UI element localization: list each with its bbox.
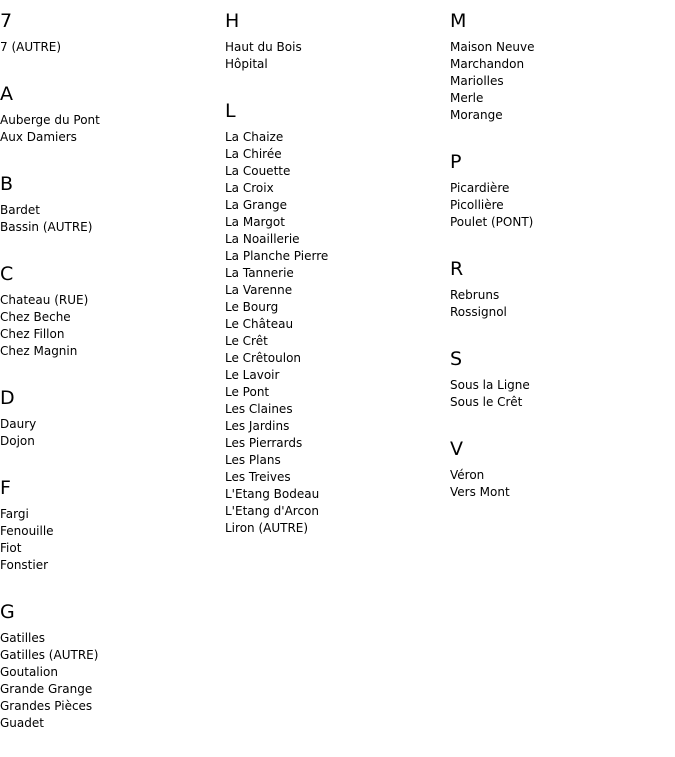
- place-link[interactable]: Chez Magnin: [0, 344, 78, 358]
- place-link[interactable]: Gatilles (AUTRE): [0, 648, 99, 662]
- place-list: [0, 630, 220, 732]
- place-list: [450, 39, 670, 124]
- place-link[interactable]: 7 (AUTRE): [0, 40, 62, 54]
- place-link[interactable]: Rossignol: [450, 305, 507, 319]
- place-link[interactable]: Chez Beche: [0, 310, 71, 324]
- place-link[interactable]: La Tannerie: [225, 266, 294, 280]
- letter-heading: G: [0, 601, 15, 623]
- place-list: [225, 129, 445, 537]
- place-link[interactable]: L'Etang d'Arcon: [225, 504, 320, 518]
- place-link[interactable]: Auberge du Pont: [0, 113, 100, 127]
- place-link[interactable]: Vers Mont: [450, 485, 510, 499]
- place-link[interactable]: La Margot: [225, 215, 285, 229]
- place-link[interactable]: L'Etang Bodeau: [225, 487, 320, 501]
- letter-group: [0, 261, 220, 360]
- place-link[interactable]: Le Château: [225, 317, 294, 331]
- place-link[interactable]: Les Plans: [225, 453, 281, 467]
- place-link[interactable]: Aux Damiers: [0, 130, 77, 144]
- letter-group: [450, 149, 670, 231]
- place-list: [0, 506, 220, 574]
- index-column-2: [225, 8, 445, 562]
- place-link[interactable]: Goutalion: [0, 665, 58, 679]
- place-link[interactable]: Fargi: [0, 507, 29, 521]
- place-link[interactable]: Fiot: [0, 541, 22, 555]
- place-link[interactable]: Sous le Crêt: [450, 395, 523, 409]
- place-link[interactable]: La Couette: [225, 164, 291, 178]
- letter-group: [450, 436, 670, 501]
- place-link[interactable]: Le Pont: [225, 385, 270, 399]
- place-link[interactable]: Sous la Ligne: [450, 378, 530, 392]
- letter-heading: A: [0, 83, 13, 105]
- letter-group: [0, 171, 220, 236]
- place-list: [450, 467, 670, 501]
- place-link[interactable]: Dojon: [0, 434, 35, 448]
- place-link[interactable]: Chateau (RUE): [0, 293, 89, 307]
- place-link[interactable]: Fonstier: [0, 558, 49, 572]
- place-list: [450, 180, 670, 231]
- letter-heading: H: [225, 10, 240, 32]
- letter-heading: M: [450, 10, 467, 32]
- letter-group: [0, 81, 220, 146]
- index-column-1: [0, 8, 220, 757]
- place-list: [0, 202, 220, 236]
- place-list: [0, 112, 220, 146]
- place-link[interactable]: Grandes Pièces: [0, 699, 93, 713]
- place-link[interactable]: Morange: [450, 108, 503, 122]
- place-link[interactable]: Le Crêt: [225, 334, 268, 348]
- letter-heading: D: [0, 387, 15, 409]
- place-link[interactable]: Fenouille: [0, 524, 54, 538]
- place-list: [0, 416, 220, 450]
- letter-group: [0, 385, 220, 450]
- place-link[interactable]: Les Claines: [225, 402, 293, 416]
- place-link[interactable]: Les Treives: [225, 470, 291, 484]
- place-link[interactable]: Le Crêtoulon: [225, 351, 302, 365]
- place-list: [225, 39, 445, 73]
- place-link[interactable]: Mariolles: [450, 74, 504, 88]
- letter-heading: P: [450, 151, 462, 173]
- letter-group: [225, 98, 445, 537]
- place-link[interactable]: La Chirée: [225, 147, 282, 161]
- place-link[interactable]: La Planche Pierre: [225, 249, 329, 263]
- place-link[interactable]: Chez Fillon: [0, 327, 65, 341]
- letter-heading: S: [450, 348, 463, 370]
- place-link[interactable]: La Varenne: [225, 283, 293, 297]
- place-list: [0, 292, 220, 360]
- letter-heading: 7: [0, 10, 13, 32]
- place-link[interactable]: Les Pierrards: [225, 436, 303, 450]
- letter-heading: R: [450, 258, 464, 280]
- place-list: [450, 377, 670, 411]
- place-list: [450, 287, 670, 321]
- place-link[interactable]: La Noaillerie: [225, 232, 300, 246]
- place-link[interactable]: Bassin (AUTRE): [0, 220, 93, 234]
- place-link[interactable]: Le Bourg: [225, 300, 279, 314]
- index-column-3: [450, 8, 670, 526]
- letter-heading: V: [450, 438, 463, 460]
- place-link[interactable]: Gatilles: [0, 631, 45, 645]
- place-link[interactable]: Liron (AUTRE): [225, 521, 309, 535]
- place-link[interactable]: Hôpital: [225, 57, 268, 71]
- place-link[interactable]: La Croix: [225, 181, 274, 195]
- place-link[interactable]: La Grange: [225, 198, 288, 212]
- letter-group: [0, 8, 220, 56]
- place-link[interactable]: Guadet: [0, 716, 44, 730]
- letter-heading: B: [0, 173, 14, 195]
- place-link[interactable]: Grande Grange: [0, 682, 93, 696]
- place-link[interactable]: Merle: [450, 91, 484, 105]
- place-link[interactable]: Bardet: [0, 203, 41, 217]
- place-link[interactable]: Rebruns: [450, 288, 500, 302]
- place-link[interactable]: Daury: [0, 417, 37, 431]
- letter-heading: L: [225, 100, 236, 122]
- place-link[interactable]: Le Lavoir: [225, 368, 280, 382]
- place-link[interactable]: Poulet (PONT): [450, 215, 534, 229]
- letter-group: [225, 8, 445, 73]
- place-link[interactable]: Maison Neuve: [450, 40, 535, 54]
- letter-group: [450, 256, 670, 321]
- place-link[interactable]: Véron: [450, 468, 485, 482]
- letter-group: [450, 346, 670, 411]
- letter-group: [0, 475, 220, 574]
- place-link[interactable]: Picardière: [450, 181, 510, 195]
- letter-heading: F: [0, 477, 11, 499]
- place-link[interactable]: Picollière: [450, 198, 504, 212]
- letter-heading: C: [0, 263, 14, 285]
- letter-group: [450, 8, 670, 124]
- place-link[interactable]: Haut du Bois: [225, 40, 302, 54]
- place-link[interactable]: La Chaize: [225, 130, 284, 144]
- place-list: [0, 39, 220, 56]
- place-link[interactable]: Les Jardins: [225, 419, 290, 433]
- letter-group: [0, 599, 220, 732]
- place-link[interactable]: Marchandon: [450, 57, 525, 71]
